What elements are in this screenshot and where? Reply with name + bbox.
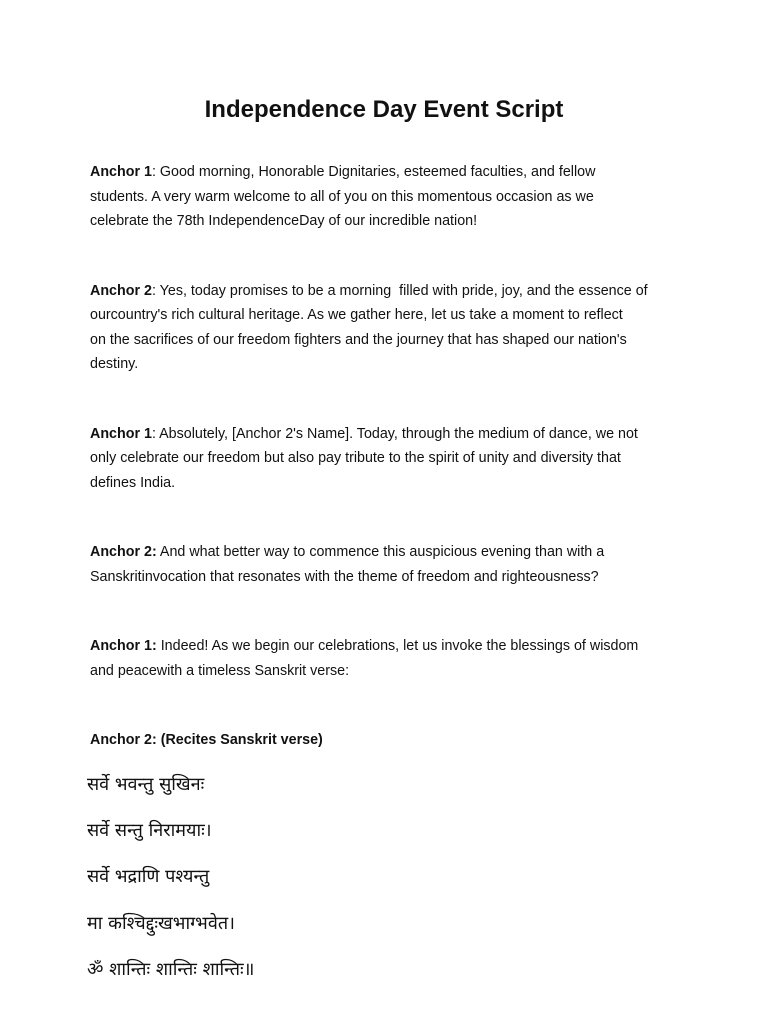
paragraph-line: students. A very warm welcome to all of you on this momentous occasion as we [90, 188, 594, 205]
verse-line: ॐ शान्तिः शान्तिः शान्तिः॥ [87, 958, 255, 980]
paragraph-line: defines India. [90, 474, 176, 491]
verse-line: मा कश्चिद्दुःखभाग्भवेत। [87, 912, 235, 934]
line-text: : Good morning, Honorable Dignitaries, esteemed faculties, and fellow [151, 164, 596, 180]
page-title: Independence Day Event Script [204, 96, 564, 123]
verse-line: सर्वे भद्राणि पश्यन्तु [87, 866, 210, 888]
paragraph-anchor-1-blessings [90, 634, 730, 683]
line-text: : Yes, today promises to be a morning filled with pride, joy, and the essence of [151, 282, 648, 299]
speaker-label: Anchor 2: [90, 544, 157, 560]
speaker-label: Anchor 1 [90, 425, 152, 442]
paragraph-line: ourcountry's rich cultural heritage. As we gather here, let us take a moment to reflect [90, 307, 623, 323]
paragraph-line [90, 279, 730, 304]
paragraph-line [90, 728, 730, 753]
paragraph-line [90, 540, 730, 565]
paragraph-line: on the sacrifices of our freedom fighters and the journey that has shaped our nation's [90, 331, 627, 348]
paragraph-anchor-1-dance [90, 422, 730, 496]
paragraph-anchor-2-invocation [90, 540, 730, 589]
speaker-label: Anchor 1 [90, 164, 152, 180]
script-body [90, 160, 730, 753]
speaker-label: Anchor 2: (Recites Sanskrit verse) [90, 732, 323, 748]
paragraph-line: celebrate the 78th IndependenceDay of our incredible nation! [90, 213, 478, 229]
paragraph-line: and peacewith a timeless Sanskrit verse: [90, 662, 350, 679]
paragraph-line [90, 422, 730, 447]
paragraph-anchor-2-heritage [90, 279, 730, 377]
line-text: And what better way to commence this auspicious evening than with a [156, 544, 605, 560]
verse-line: सर्वे सन्तु निरामयाः। [87, 820, 212, 842]
paragraph-line: only celebrate our freedom but also pay tribute to the spirit of unity and diversity that [90, 450, 621, 466]
line-text: Indeed! As we begin our celebrations, let us invoke the blessings of wisdom [156, 638, 639, 654]
paragraph-line [90, 634, 730, 659]
paragraph-line: destiny. [90, 356, 139, 372]
speaker-label: Anchor 1: [90, 638, 157, 654]
paragraph-line: Sanskritinvocation that resonates with the theme of freedom and righteousness? [90, 568, 599, 585]
paragraph-anchor-2-recites [90, 728, 730, 753]
verse-line: सर्वे भवन्तु सुखिनः [87, 774, 205, 795]
sanskrit-verse [87, 762, 687, 993]
paragraph-anchor-1-welcome [90, 160, 730, 234]
speaker-label: Anchor 2 [90, 282, 152, 299]
paragraph-line [90, 160, 730, 185]
line-text: : Absolutely, [Anchor 2's Name]. Today, through the medium of dance, we not [151, 425, 638, 442]
